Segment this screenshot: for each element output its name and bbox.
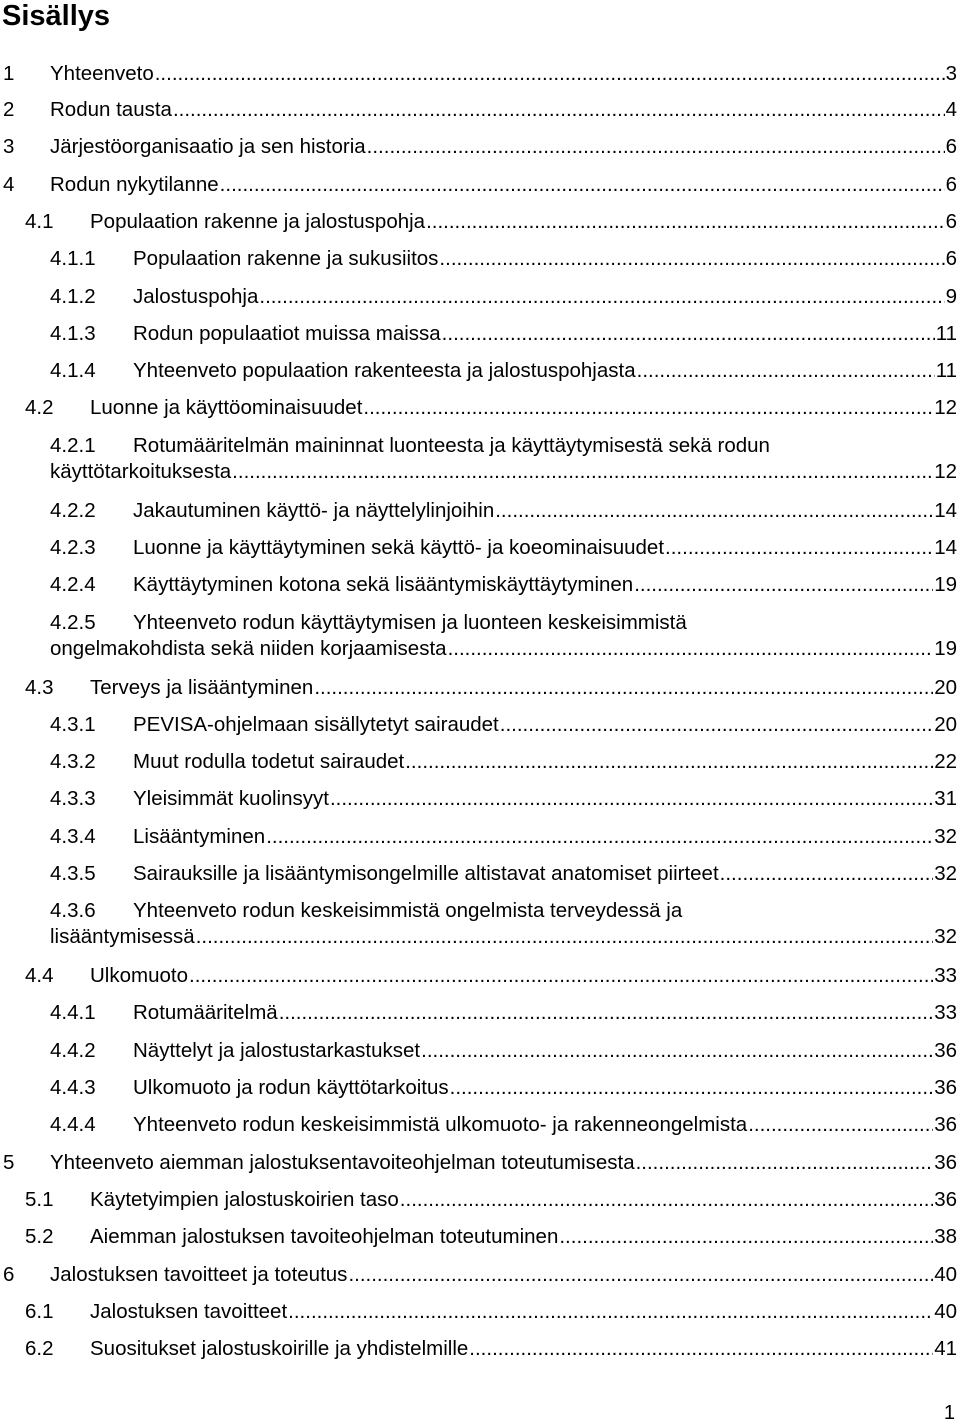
dot-leader [314, 675, 933, 701]
dot-leader [279, 1000, 933, 1026]
toc-entry-number: 4.2.5 [50, 611, 96, 634]
toc-entry-title: Näyttelyt ja jalostustarkastukset [133, 1039, 421, 1062]
toc-entry-page: 40 [934, 1300, 957, 1323]
toc-entry[interactable] [50, 321, 957, 347]
dot-leader [469, 1336, 933, 1362]
toc-entry-number: 4.3 [25, 676, 54, 699]
toc-entry-title: Rodun tausta [50, 98, 172, 121]
toc-entry-page: 4 [945, 98, 957, 121]
toc-entry-number: 6.1 [25, 1300, 54, 1323]
toc-entry-page: 32 [934, 925, 957, 948]
toc-entry[interactable] [50, 1038, 957, 1064]
toc-entry[interactable] [25, 675, 957, 701]
toc-entry-title: Rotumääritelmän maininnat luonteesta ja käyttäytymisestä sekä rodun [133, 434, 770, 457]
toc-entry-page: 6 [945, 247, 957, 270]
toc-entry[interactable] [50, 1112, 957, 1138]
dot-leader [448, 636, 934, 662]
dot-leader [367, 134, 945, 160]
toc-entry-number: 4.4.2 [50, 1039, 96, 1062]
dot-leader [450, 1075, 934, 1101]
toc-entry-title: Luonne ja käyttäytyminen sekä käyttö- ja koeominaisuudet [133, 536, 665, 559]
toc-entry-page: 40 [934, 1263, 957, 1286]
toc-entry-number: 6.2 [25, 1337, 54, 1360]
toc-entry[interactable] [25, 1299, 957, 1325]
toc-entry[interactable] [3, 172, 957, 198]
toc-entry[interactable] [50, 610, 957, 662]
toc-entry-title: Yhteenveto [50, 62, 154, 85]
page-number: 1 [943, 1402, 955, 1424]
toc-entry-page: 20 [934, 676, 957, 699]
toc-entry[interactable] [50, 572, 957, 598]
dot-leader [495, 498, 933, 524]
toc-entry-page: 12 [934, 396, 957, 419]
dot-leader [173, 97, 945, 123]
toc-entry[interactable] [50, 535, 957, 561]
toc-entry[interactable] [50, 1075, 957, 1101]
toc-entry-title: Järjestöorganisaatio ja sen historia [50, 135, 366, 158]
toc-entry-title: Terveys ja lisääntyminen [90, 676, 314, 699]
toc-entry[interactable] [50, 246, 957, 272]
toc-entry-title: Yhteenveto rodun käyttäytymisen ja luonteen keskeisimmistä [133, 611, 687, 634]
toc-entry-number: 4.3.1 [50, 713, 96, 736]
toc-entry-number: 4.1.1 [50, 247, 96, 270]
toc-entry-page: 33 [934, 964, 957, 987]
dot-leader [405, 749, 933, 775]
toc-entry[interactable] [3, 1262, 957, 1288]
toc-entry-page: 22 [934, 750, 957, 773]
toc-entry-number: 5.1 [25, 1188, 54, 1211]
toc-entry[interactable] [50, 786, 957, 812]
toc-entry-number: 4.4 [25, 964, 54, 987]
toc-entry-title: Yhteenveto aiemman jalostuksentavoiteohjelman toteutumisesta [50, 1151, 635, 1174]
toc-entry-page: 36 [934, 1076, 957, 1099]
toc-entry-page: 20 [934, 713, 957, 736]
toc-entry-title: Muut rodulla todetut sairaudet [133, 750, 405, 773]
toc-entry-number: 1 [3, 62, 15, 85]
toc-entry-page: 31 [934, 787, 957, 810]
toc-entry-number: 4 [3, 173, 15, 196]
toc-entry-title: Lisääntyminen [133, 825, 266, 848]
dot-leader [288, 1299, 933, 1325]
toc-entry-number: 4.3.3 [50, 787, 96, 810]
toc-entry-number: 4.3.5 [50, 862, 96, 885]
toc-entry-page: 11 [935, 322, 957, 345]
toc-entry-number: 4.2.3 [50, 536, 96, 559]
dot-leader [232, 459, 933, 485]
toc-entry[interactable] [50, 712, 957, 738]
toc-entry-number: 5 [3, 1151, 15, 1174]
toc-entry-title: Jakautuminen käyttö- ja näyttelylinjoihin [133, 499, 495, 522]
toc-entry-title: Yhteenveto rodun keskeisimmistä ongelmista terveydessä ja [133, 899, 683, 922]
dot-leader [748, 1112, 933, 1138]
toc-entry-page: 3 [945, 62, 957, 85]
dot-leader [196, 924, 933, 950]
toc-entry[interactable] [50, 358, 957, 384]
toc-entry-title: Rodun nykytilanne [50, 173, 219, 196]
toc-entry-number: 4.1.2 [50, 285, 96, 308]
toc-entry[interactable] [50, 898, 957, 950]
toc-entry-page: 6 [945, 210, 957, 233]
toc-entry-page: 41 [934, 1337, 957, 1360]
toc-entry[interactable] [3, 134, 957, 160]
toc-entry-number: 4.3.4 [50, 825, 96, 848]
toc-entry[interactable] [50, 749, 957, 775]
dot-leader [636, 1150, 934, 1176]
dot-leader [400, 1187, 933, 1213]
dot-leader [259, 284, 944, 310]
dot-leader [442, 321, 935, 347]
toc-entry-page: 14 [934, 536, 957, 559]
toc-entry-title: Sairauksille ja lisääntymisongelmille altistavat anatomiset piirteet [133, 862, 719, 885]
toc-entry-title: Jalostuksen tavoitteet ja toteutus [50, 1263, 348, 1286]
toc-entry-title: Jalostuksen tavoitteet [90, 1300, 288, 1323]
toc-entry-page: 9 [945, 285, 957, 308]
toc-entry[interactable] [3, 1150, 957, 1176]
toc-entry-number: 4.4.4 [50, 1113, 96, 1136]
toc-entry-number: 2 [3, 98, 15, 121]
toc-entry-number: 4.1.4 [50, 359, 96, 382]
toc-entry[interactable] [25, 1224, 957, 1250]
toc-entry-number: 4.2.4 [50, 573, 96, 596]
toc-entry-page: 11 [935, 359, 957, 382]
toc-entry-number: 5.2 [25, 1225, 54, 1248]
toc-entry-number: 4.1.3 [50, 322, 96, 345]
toc-entry-title: Populaation rakenne ja sukusiitos [133, 247, 439, 270]
toc-entry-title: Ulkomuoto ja rodun käyttötarkoitus [133, 1076, 449, 1099]
toc-entry-title: Rotumääritelmä [133, 1001, 278, 1024]
dot-leader [266, 824, 933, 850]
toc-entry-page: 36 [934, 1039, 957, 1062]
toc-entry-page: 6 [945, 135, 957, 158]
toc-entry-title-continuation: lisääntymisessä [50, 925, 195, 948]
page-title: Sisällys [2, 0, 111, 32]
toc-entry-title-continuation: ongelmakohdista sekä niiden korjaamisesta [50, 637, 447, 660]
dot-leader [220, 172, 945, 198]
toc-entry[interactable] [25, 209, 957, 235]
dot-leader [421, 1038, 933, 1064]
toc-entry-page: 38 [934, 1225, 957, 1248]
dot-leader [500, 712, 933, 738]
toc-entry-page: 19 [934, 573, 957, 596]
toc-entry-number: 4.2.1 [50, 434, 96, 457]
toc-entry-number: 4.2 [25, 396, 54, 419]
toc-entry[interactable] [3, 61, 957, 87]
toc-entry-number: 4.3.2 [50, 750, 96, 773]
toc-entry[interactable] [50, 284, 957, 310]
dot-leader [155, 61, 945, 87]
toc-entry-number: 4.2.2 [50, 499, 96, 522]
toc-entry-page: 6 [945, 173, 957, 196]
toc-entry-title: Jalostuspohja [133, 285, 259, 308]
toc-entry-page: 14 [934, 499, 957, 522]
toc-entry[interactable] [50, 861, 957, 887]
dot-leader [348, 1262, 933, 1288]
toc-entry[interactable] [25, 963, 957, 989]
dot-leader [189, 963, 933, 989]
toc-entry-page: 33 [934, 1001, 957, 1024]
toc-entry-title: Luonne ja käyttöominaisuudet [90, 396, 363, 419]
toc-entry[interactable] [50, 498, 957, 524]
toc-entry[interactable] [25, 395, 957, 421]
dot-leader [634, 572, 933, 598]
toc-entry-page: 36 [934, 1113, 957, 1136]
toc-entry-number: 4.3.6 [50, 899, 96, 922]
toc-entry-title-continuation: käyttötarkoituksesta [50, 460, 232, 483]
toc-entry[interactable] [50, 824, 957, 850]
toc-entry-page: 12 [934, 460, 957, 483]
toc-entry-title: Aiemman jalostuksen tavoiteohjelman toteutuminen [90, 1225, 559, 1248]
toc-entry-page: 32 [934, 825, 957, 848]
dot-leader [363, 395, 933, 421]
toc-entry-page: 19 [934, 637, 957, 660]
toc-entry[interactable] [3, 97, 957, 123]
toc-entry-title: PEVISA-ohjelmaan sisällytetyt sairaudet [133, 713, 499, 736]
toc-entry-page: 36 [934, 1151, 957, 1174]
toc-entry-title: Yhteenveto populaation rakenteesta ja jalostuspohjasta [133, 359, 636, 382]
toc-entry-page: 36 [934, 1188, 957, 1211]
dot-leader [559, 1224, 933, 1250]
toc-entry-number: 4.4.1 [50, 1001, 96, 1024]
toc-entry-title: Suositukset jalostuskoirille ja yhdistelmille [90, 1337, 469, 1360]
toc-entry-title: Käyttäytyminen kotona sekä lisääntymiskäyttäytyminen [133, 573, 634, 596]
dot-leader [426, 209, 945, 235]
toc-entry-title: Yhteenveto rodun keskeisimmistä ulkomuoto- ja rakenneongelmista [133, 1113, 748, 1136]
dot-leader [330, 786, 933, 812]
dot-leader [665, 535, 933, 561]
toc-entry-title: Yleisimmät kuolinsyyt [133, 787, 329, 810]
toc-entry[interactable] [25, 1187, 957, 1213]
toc-entry-number: 6 [3, 1263, 15, 1286]
toc-entry-number: 3 [3, 135, 15, 158]
toc-entry-title: Ulkomuoto [90, 964, 188, 987]
dot-leader [720, 861, 934, 887]
toc-entry-page: 32 [934, 862, 957, 885]
dot-leader [637, 358, 935, 384]
dot-leader [439, 246, 944, 272]
toc-entry-title: Populaation rakenne ja jalostuspohja [90, 210, 426, 233]
toc-entry-title: Käytetyimpien jalostuskoirien taso [90, 1188, 399, 1211]
toc-entry-title: Rodun populaatiot muissa maissa [133, 322, 441, 345]
toc-entry-number: 4.4.3 [50, 1076, 96, 1099]
toc-entry[interactable] [25, 1336, 957, 1362]
toc-entry[interactable] [50, 1000, 957, 1026]
toc-entry[interactable] [50, 433, 957, 485]
toc-entry-number: 4.1 [25, 210, 54, 233]
